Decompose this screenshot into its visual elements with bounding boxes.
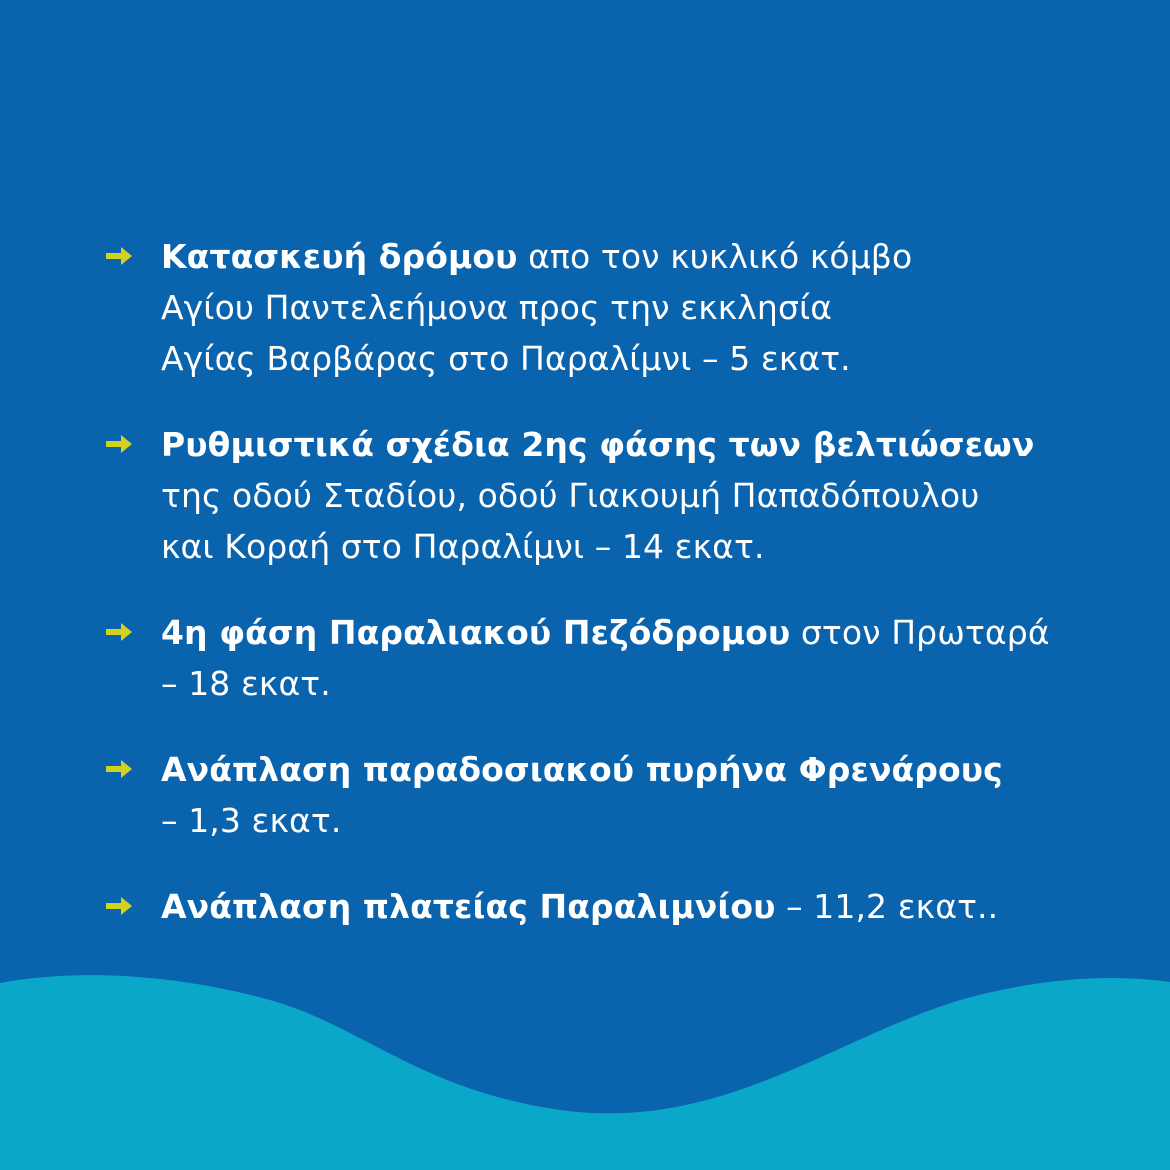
item-text-line-2: της οδού Σταδίου, οδού Γιακουμή Παπαδόπουλου [161, 476, 980, 515]
item-title: Ρυθμιστικά σχέδια 2ης φάσης των βελτιώσεων [161, 425, 1035, 464]
item-text-line-2: – 18 εκατ. [161, 664, 331, 703]
list-item [104, 419, 1124, 572]
list-item [104, 881, 1124, 932]
item-text-line-2: Αγίου Παντελεήμονα προς την εκκλησία [161, 288, 833, 327]
project-list [104, 231, 1124, 967]
list-item [104, 231, 1124, 384]
item-title: 4η φάση Παραλιακού Πεζόδρομου [161, 613, 791, 652]
list-item [104, 744, 1124, 846]
arrow-right-icon [104, 244, 134, 268]
item-text-line-3: Αγίας Βαρβάρας στο Παραλίμνι – 5 εκατ. [161, 339, 851, 378]
item-title: Κατασκευή δρόμου [161, 237, 518, 276]
arrow-right-icon [104, 894, 134, 918]
list-item [104, 607, 1124, 709]
item-text-line-1: – 11,2 εκατ.. [775, 887, 999, 926]
arrow-right-icon [104, 432, 134, 456]
item-title: Ανάπλαση πλατείας Παραλιμνίου [161, 887, 776, 926]
item-text-line-3: και Κοραή στο Παραλίμνι – 14 εκατ. [161, 527, 765, 566]
arrow-right-icon [104, 757, 134, 781]
item-text-line-1: απο τον κυκλικό κόμβο [517, 237, 913, 276]
item-title: Ανάπλαση παραδοσιακού πυρήνα Φρενάρους [161, 750, 1003, 789]
item-text-line-1: στον Πρωταρά [790, 613, 1050, 652]
arrow-right-icon [104, 620, 134, 644]
wave-shape [0, 975, 1170, 1170]
item-text-line-2: – 1,3 εκατ. [161, 801, 342, 840]
